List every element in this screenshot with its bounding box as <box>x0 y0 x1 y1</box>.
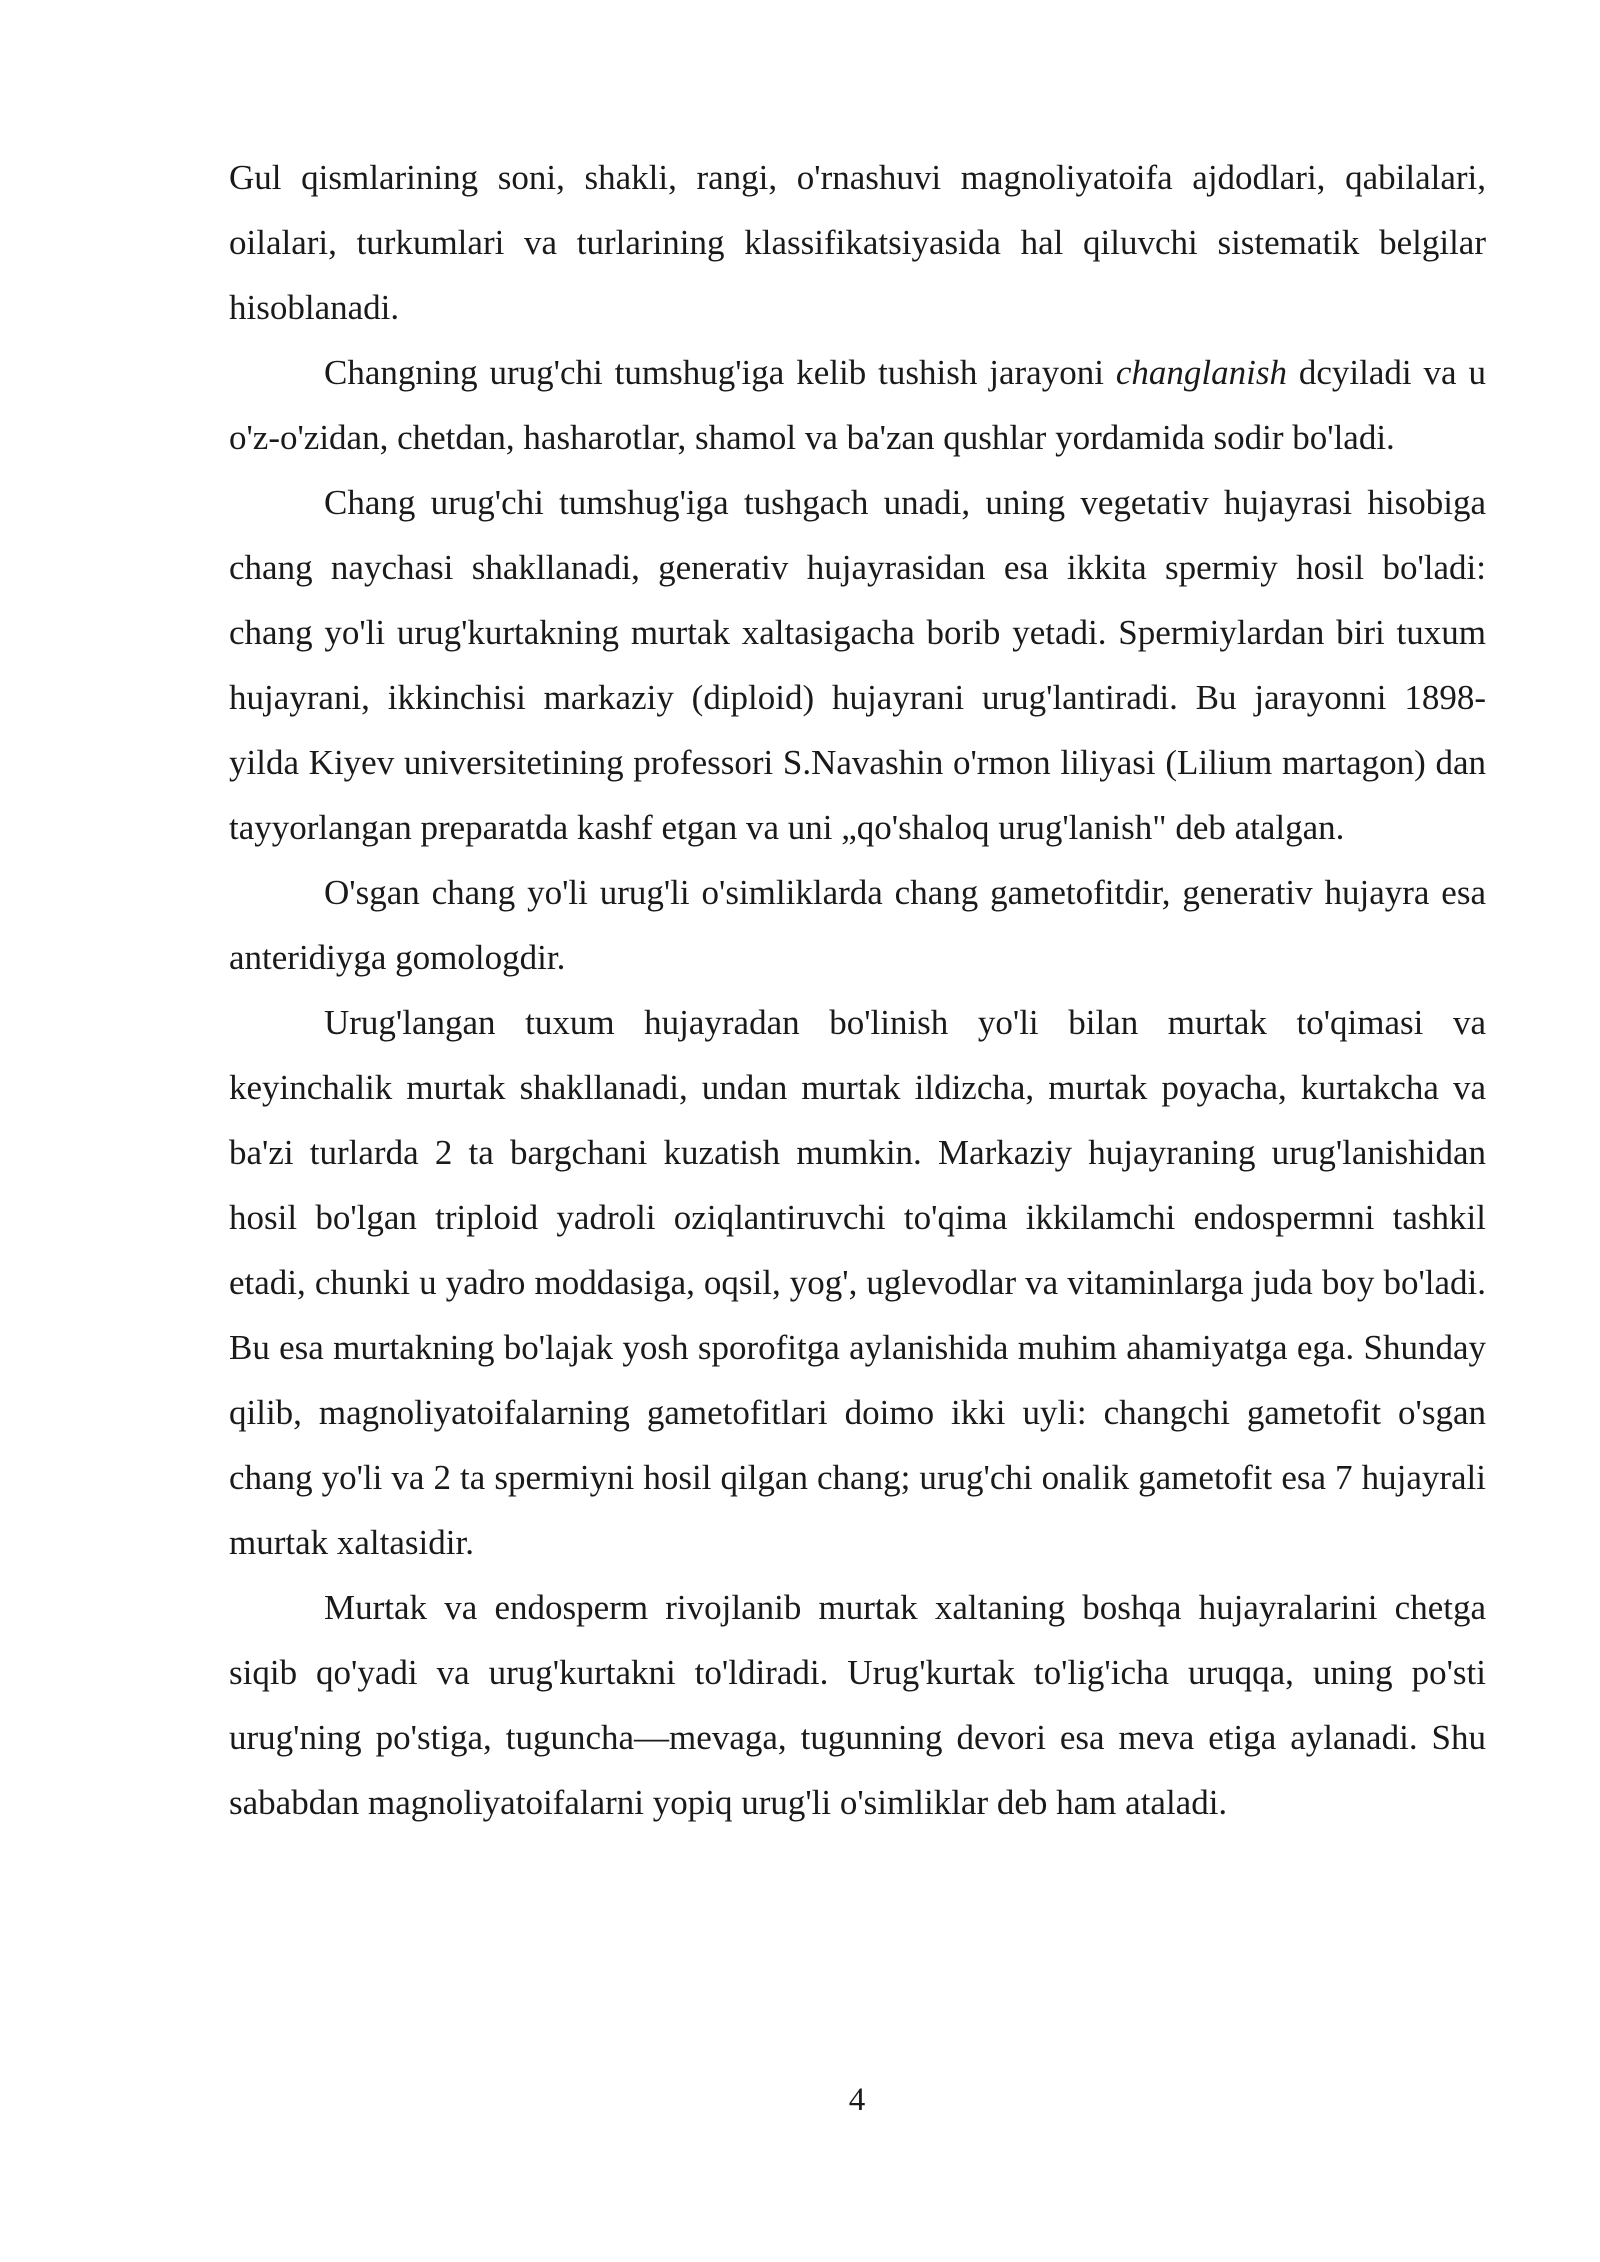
paragraph-6-text: Murtak va endosperm rivojlanib murtak xaltaning boshqa hujayralarini chetga siqib qo'yadi va urug'kurtakni to'ldiradi. Urug'kurtak to'lig'icha uruqqa, uning po'sti urug'ning po'stiga, tuguncha—mevaga, tugunning devori esa meva etiga aylanadi. Shu sababdan magnoliyatoifalarni yopiq urug'li o'simliklar deb ham ataladi. <box>229 1588 1486 1822</box>
paragraph-2 <box>229 340 1486 470</box>
paragraph-5 <box>229 990 1486 1575</box>
paragraph-1 <box>229 145 1486 340</box>
page-number: 4 <box>848 2082 866 2118</box>
paragraph-1-text: Gul qismlarining soni, shakli, rangi, o'rnashuvi magnoliyatoifa ajdodlari, qabilalari, oilalari, turkumlari va turlarining klassifikatsiyasida hal qiluvchi sistematik belgilar hisoblanadi. <box>229 158 1486 327</box>
paragraph-2-text-start: Changning urug'chi tumshug'iga kelib tushish jarayoni <box>324 353 1116 392</box>
paragraph-5-text: Urug'langan tuxum hujayradan bo'linish yo'li bilan murtak to'qimasi va keyinchalik murtak shakllanadi, undan murtak ildizcha, murtak poyacha, kurtakcha va ba'zi turlarda 2 ta bargchani kuzatish mumkin. Markaziy hujayraning urug'lanishidan hosil bo'lgan triploid yadroli oziqlantiruvchi to'qima ikkilamchi endospermni tashkil etadi, chunki u yadro moddasiga, oqsil, yog', uglevodlar va vitaminlarga juda boy bo'ladi. Bu esa murtakning bo'lajak yosh sporofitga aylanishida muhim ahamiyatga ega. Shunday qilib, magnoliyatoifalarning gametofitlari doimo ikki uyli: changchi gametofit o'sgan chang yo'li va 2 ta spermiyni hosil qilgan chang; urug'chi onalik gametofit esa 7 hujayrali murtak xaltasidir. <box>229 1003 1486 1562</box>
paragraph-2-text-end: dcyiladi va u o'z-o'zidan, chetdan, hasharotlar, shamol va ba'zan qushlar yordamida sodir bo'ladi. <box>229 353 1486 457</box>
term-changlanish: changlanish <box>1115 353 1287 392</box>
paragraph-4 <box>229 860 1486 990</box>
page-body <box>229 145 1486 1835</box>
paragraph-3-text: Chang urug'chi tumshug'iga tushgach unadi, uning vegetativ hujayrasi hisobiga chang naychasi shakllanadi, generativ hujayrasidan esa ikkita spermiy hosil bo'ladi: chang yo'li urug'kurtakning murtak xaltasigacha borib yetadi. Spermiylardan biri tuxum hujayrani, ikkinchisi markaziy (diploid) hujayrani urug'lantiradi. Bu jarayonni 1898- yilda Kiyev universitetining professori S.Navashin o'rmon liliyasi (Lilium martagon) dan tayyorlangan preparatda kashf etgan va uni „qo'shaloq urug'lanish" deb atalgan. <box>229 483 1486 847</box>
paragraph-3 <box>229 470 1486 860</box>
paragraph-4-text: O'sgan chang yo'li urug'li o'simliklarda chang gametofitdir, generativ hujayra esa anteridiyga gomologdir. <box>229 873 1486 977</box>
paragraph-6 <box>229 1575 1486 1835</box>
